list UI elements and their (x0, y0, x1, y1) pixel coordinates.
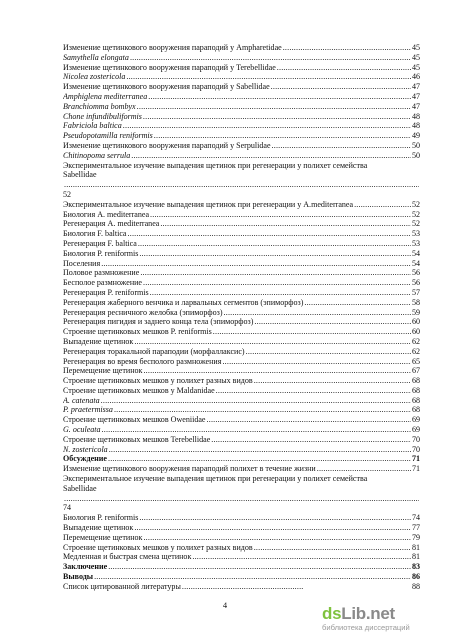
toc-entry-page: 47 (411, 101, 420, 111)
toc-dot-leader (213, 327, 411, 337)
toc-dot-leader (108, 454, 411, 464)
toc-dot-leader (304, 298, 411, 308)
toc-entry-title: Поселения (63, 258, 101, 268)
toc-entry-title: Строение щетинковых мешков у Maldanidae (63, 385, 215, 395)
toc-dot-leader (148, 92, 411, 102)
toc-dot-leader (139, 513, 411, 523)
toc-dot-leader (222, 357, 411, 367)
toc-entry (63, 141, 420, 151)
toc-entry-page: 70 (411, 444, 420, 454)
toc-entry (63, 131, 420, 141)
toc-entry-title: Биология F. baltica (63, 229, 127, 239)
toc-entry-title: Строение щетинковых мешков Oweniidae (63, 415, 206, 425)
toc-entry-page: 62 (411, 336, 420, 346)
toc-entry-title: Биология P. reniformis (63, 513, 139, 523)
toc-entry (63, 464, 420, 474)
toc-entry-title: Amphiglena mediterranea (63, 91, 148, 101)
watermark (322, 604, 446, 634)
toc-entry-title: Перемещение щетинок (63, 532, 143, 542)
toc-entry-title: Заключение (63, 562, 108, 572)
toc-dot-leader (140, 268, 411, 278)
toc-entry-page: 68 (411, 395, 420, 405)
toc-entry-page: 52 (63, 189, 72, 199)
toc-entry-page: 81 (411, 542, 420, 552)
toc-entry-title: Изменение щетинкового вооружения параподий у Sabellidae (63, 82, 270, 92)
toc-entry (63, 337, 420, 347)
toc-entry-page: 60 (411, 327, 420, 337)
toc-entry-page: 45 (411, 43, 420, 52)
toc-entry-page: 68 (411, 385, 420, 395)
toc-entry (63, 43, 420, 53)
toc-dot-leader (102, 425, 411, 435)
toc-entry-title: Регенерация во время бесполого размножения (63, 356, 222, 366)
toc-entry-title: Nicolea zostericola (63, 72, 126, 82)
toc-entry (63, 396, 420, 406)
toc-entry-title: Chitinopoma serrula (63, 150, 131, 160)
toc-entry-title: Строение щетинковых мешков у полихет разных видов (63, 376, 253, 386)
toc-dot-leader (254, 543, 411, 553)
toc-entry (63, 298, 420, 308)
toc-entry-page: 59 (411, 307, 420, 317)
toc-dot-leader (211, 435, 411, 445)
toc-entry (63, 268, 420, 278)
toc-dot-leader (130, 53, 411, 63)
toc-entry-title: Изменение щетинкового вооружения параподий у Terebellidae (63, 62, 276, 72)
toc-dot-leader (109, 445, 411, 455)
toc-entry-page: 77 (411, 523, 420, 533)
toc-entry-title: Экспериментальное изучение выпадения щетинок при регенерации у полихет семейства (63, 474, 368, 484)
toc-entry-page: 62 (411, 346, 420, 356)
toc-entry-page: 74 (63, 503, 72, 513)
toc-entry-page: 57 (411, 287, 420, 297)
toc-entry (63, 572, 420, 582)
toc-dot-leader (317, 464, 411, 474)
toc-entry-page: 69 (411, 415, 420, 425)
toc-entry (63, 112, 420, 122)
toc-entry (63, 513, 420, 523)
toc-entry (63, 219, 420, 229)
toc-dot-leader (150, 210, 411, 220)
toc-entry-page: 56 (411, 268, 420, 278)
toc-entry (63, 259, 420, 269)
toc-entry-title: Строение щетинковых мешков P. reniformis (63, 327, 212, 337)
toc-entry (63, 317, 420, 327)
toc-entry-page: 53 (411, 238, 420, 248)
toc-entry-title: A. catenata (63, 395, 100, 405)
toc-entry (63, 327, 420, 337)
toc-entry-page: 58 (411, 297, 420, 307)
toc-entry-title-continuation: Sabellidae (63, 170, 97, 180)
toc-entry-page: 54 (411, 248, 420, 258)
toc-dot-leader (139, 249, 411, 259)
toc-entry-title: Выпадение щетинок (63, 336, 134, 346)
toc-entry-page: 50 (411, 140, 420, 150)
toc-dot-leader (272, 141, 411, 151)
toc-dot-leader (143, 112, 411, 122)
toc-entry-page: 52 (411, 209, 420, 219)
toc-entry-title: Медленная и быстрая смена щетинок (63, 552, 192, 562)
toc-dot-leader (137, 102, 411, 112)
toc-entry-page: 47 (411, 82, 420, 92)
toc-entry (63, 278, 420, 288)
toc-dot-leader (254, 376, 411, 386)
toc-entry-title: Бесполое размножение (63, 278, 142, 288)
toc-entry-page: 48 (411, 121, 420, 131)
toc-entry (63, 239, 420, 249)
toc-entry-title: Регенерация P. reniformis (63, 287, 149, 297)
toc-entry (63, 366, 420, 376)
toc-entry-page: 74 (411, 513, 420, 523)
toc-entry-page: 69 (411, 425, 420, 435)
toc-entry-page: 47 (411, 91, 420, 101)
toc-dot-leader (138, 239, 411, 249)
toc-entry (63, 92, 420, 102)
toc-entry-title: Регенерация пигидия и заднего конца тела (эпиморфоз) (63, 317, 254, 327)
toc-entry-page: 81 (411, 552, 420, 562)
toc-entry-title: Экспериментальное изучение выпадения щетинок при регенерации у полихет семейства (63, 160, 368, 170)
toc-dot-leader (64, 494, 419, 504)
toc-entry (63, 523, 420, 533)
toc-dot-leader (64, 180, 419, 190)
toc-dot-leader (182, 582, 304, 592)
toc-entry-title: P. praetermissa (63, 405, 113, 415)
toc-entry (63, 543, 420, 553)
toc-dot-leader (283, 43, 411, 53)
toc-entry-page: 45 (411, 52, 420, 62)
toc-dot-leader (154, 131, 411, 141)
toc-entry-page: 49 (411, 131, 420, 141)
toc-dot-leader (224, 308, 411, 318)
toc-entry (63, 102, 420, 112)
toc-entry-title: Pseudopotamilla reniformis (63, 131, 153, 141)
toc-dot-leader (192, 552, 411, 562)
toc-entry (63, 562, 420, 572)
toc-entry-title: Регенерация ресничного желобка (эпиморфоз) (63, 307, 223, 317)
toc-entry-title: G. oculeata (63, 425, 101, 435)
toc-entry (63, 357, 420, 367)
watermark-logo-right: Lib.net (341, 604, 395, 623)
toc-entry-page: 54 (411, 258, 420, 268)
watermark-subtitle: библиотека диссертаций (322, 623, 410, 632)
toc-entry-title: Выпадение щетинок (63, 523, 134, 533)
toc-dot-leader (254, 317, 411, 327)
toc-entry-title: Изменение щетинкового вооружения параподий полихет в течение жизни (63, 464, 316, 474)
toc-entry-page: 56 (411, 278, 420, 288)
toc-entry (63, 405, 420, 415)
toc-entry (63, 200, 420, 210)
toc-dot-leader (216, 386, 411, 396)
toc-entry (63, 121, 420, 131)
page-number: 4 (222, 600, 228, 610)
toc-entry (63, 229, 420, 239)
toc-entry-page: 50 (411, 150, 420, 160)
toc-entry-page: 52 (411, 199, 420, 209)
toc-entry-page: 60 (411, 317, 420, 327)
toc-dot-leader (207, 415, 411, 425)
toc-entry-title: N. zostericola (63, 444, 108, 454)
toc-entry (63, 249, 420, 259)
toc-entry-title: Branchiomma bombyx (63, 101, 136, 111)
toc-entry (63, 161, 420, 200)
toc-entry (63, 435, 420, 445)
toc-dot-leader (143, 366, 411, 376)
toc-dot-leader (94, 572, 411, 582)
toc-dot-leader (354, 200, 411, 210)
toc-dot-leader (143, 278, 411, 288)
toc-dot-leader (126, 72, 411, 82)
toc-entry-page: 88 (411, 581, 420, 591)
toc-entry (63, 415, 420, 425)
toc-dot-leader (114, 405, 411, 415)
toc-entry-title: Samythella elongata (63, 52, 129, 62)
toc-dot-leader (246, 347, 411, 357)
toc-entry-page: 45 (411, 62, 420, 72)
toc-entry-title: Регенерация A. mediterranea (63, 219, 160, 229)
toc-entry-title-continuation: Sabellidae (63, 483, 97, 493)
toc-entry (63, 347, 420, 357)
toc-entry-title: Строение щетинковых мешков у полихет разных видов (63, 542, 253, 552)
toc-entry-page: 70 (411, 434, 420, 444)
toc-entry-page: 68 (411, 376, 420, 386)
toc-entry (63, 454, 420, 464)
toc-entry-title: Биология A. mediterranea (63, 209, 150, 219)
toc-entry-title: Экспериментальное изучение выпадения щетинок при регенерации у A.mediterranea (63, 199, 354, 209)
toc-entry (63, 151, 420, 161)
toc-entry-page: 48 (411, 111, 420, 121)
toc-entry-title: Регенерация жаберного венчика и ларвальных сегментов (эпиморфоз) (63, 297, 304, 307)
toc-entry-page: 68 (411, 405, 420, 415)
toc-entry (63, 72, 420, 82)
watermark-logo (322, 604, 395, 624)
toc-dot-leader (108, 562, 411, 572)
watermark-logo-left: ds (322, 604, 342, 623)
toc-dot-leader (277, 63, 411, 73)
toc-entry-title: Выводы (63, 572, 94, 582)
toc-dot-leader (271, 82, 411, 92)
toc-entry-page: 65 (411, 356, 420, 366)
toc-dot-leader (134, 523, 411, 533)
toc-entry-page: 67 (411, 366, 420, 376)
toc-entry (63, 582, 420, 592)
toc-entry-title: Изменение щетинкового вооружения параподий у Ampharetidae (63, 43, 282, 52)
toc-entry (63, 82, 420, 92)
toc-entry (63, 308, 420, 318)
toc-entry (63, 63, 420, 73)
toc-entry-page: 86 (411, 572, 420, 582)
toc-entry-title: Перемещение щетинок (63, 366, 143, 376)
toc-entry-page: 79 (411, 532, 420, 542)
toc-dot-leader (123, 121, 411, 131)
toc-entry-title: Половое размножение (63, 268, 140, 278)
toc-entry-title: Chone infundibuliformis (63, 111, 142, 121)
toc-dot-leader (160, 219, 411, 229)
toc-dot-leader (150, 288, 411, 298)
toc-entry (63, 552, 420, 562)
toc-dot-leader (143, 533, 411, 543)
toc-entry-page: 71 (411, 464, 420, 474)
toc-dot-leader (101, 396, 411, 406)
toc-entry-title: Обсуждение (63, 454, 107, 464)
toc-entry-page: 71 (411, 454, 420, 464)
toc-entry (63, 210, 420, 220)
toc-entry-title: Регенерация торакальной параподии (морфаллаксис) (63, 346, 245, 356)
toc-entry-page: 83 (411, 562, 420, 572)
toc-dot-leader (131, 151, 411, 161)
toc-dot-leader (128, 229, 411, 239)
toc-entry-page: 52 (411, 219, 420, 229)
toc-entry (63, 376, 420, 386)
toc-entry (63, 445, 420, 455)
table-of-contents (63, 43, 420, 592)
toc-entry-title: Список цитированной литературы (63, 581, 181, 591)
toc-entry-title: Биология P. reniformis (63, 248, 139, 258)
toc-entry (63, 386, 420, 396)
toc-entry (63, 53, 420, 63)
toc-dot-leader (101, 259, 411, 269)
toc-entry-title: Изменение щетинкового вооружения параподий у Serpulidae (63, 140, 271, 150)
toc-entry-title: Fabriciola baltica (63, 121, 122, 131)
toc-entry (63, 288, 420, 298)
toc-entry-page: 53 (411, 229, 420, 239)
toc-entry-title: Регенерация F. baltica (63, 238, 137, 248)
toc-entry-title: Строение щетинковых мешков Terebellidae (63, 434, 211, 444)
toc-dot-leader (134, 337, 411, 347)
toc-entry (63, 533, 420, 543)
toc-entry (63, 474, 420, 513)
toc-entry-page: 46 (411, 72, 420, 82)
toc-entry (63, 425, 420, 435)
